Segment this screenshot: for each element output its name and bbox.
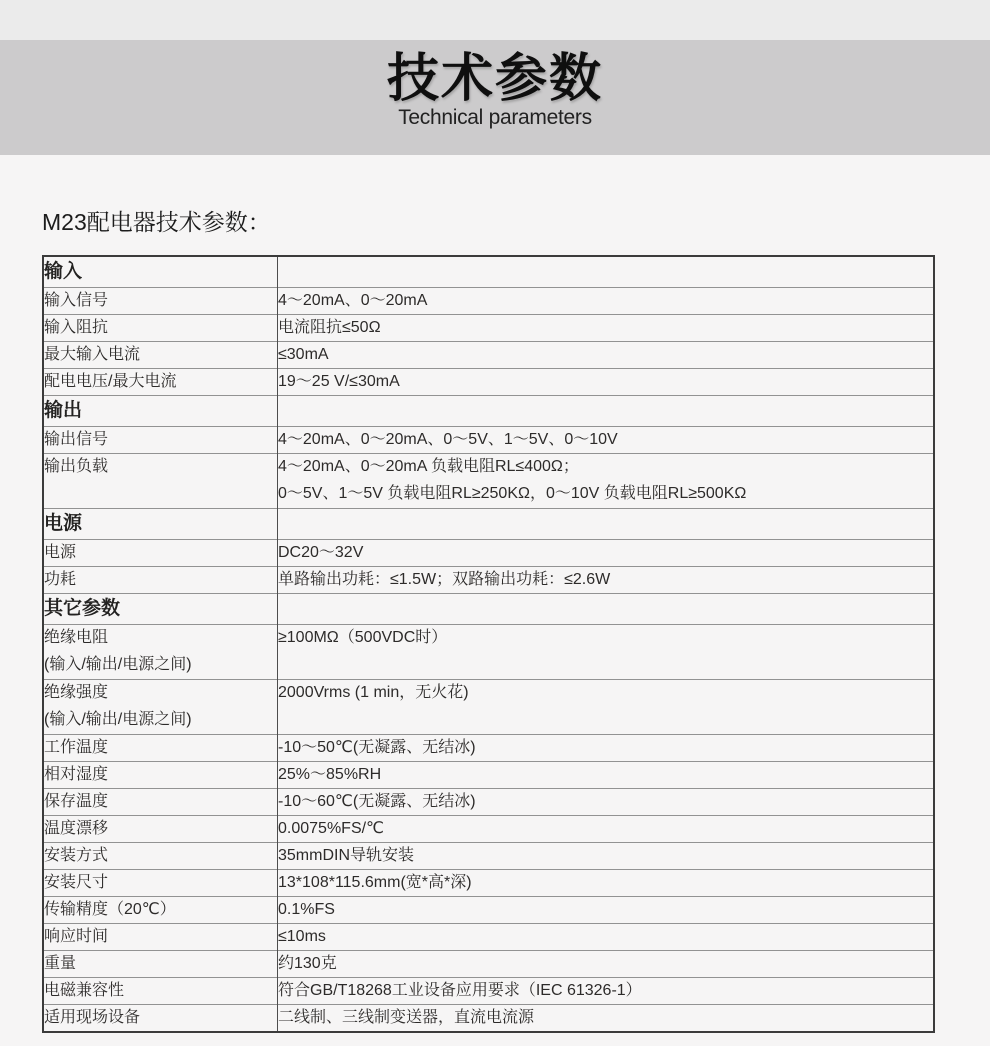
table-row bbox=[43, 924, 934, 951]
section-label: 电源 bbox=[43, 509, 278, 540]
spec-label-line-2: (输入/输出/电源之间) bbox=[44, 711, 192, 729]
page-title: 技术参数 bbox=[386, 50, 603, 108]
section-row-power bbox=[43, 509, 934, 540]
spec-value: ≤30mA bbox=[278, 342, 935, 369]
spec-value: 25%～85%RH bbox=[278, 762, 935, 789]
table-row bbox=[43, 454, 934, 509]
spec-label: 温度漂移 bbox=[43, 816, 278, 843]
spec-label-line-1: 绝缘强度 bbox=[44, 684, 109, 702]
table-row bbox=[43, 762, 934, 789]
spec-value: 19～25 V/≤30mA bbox=[278, 369, 935, 396]
spec-label-line-2: (输入/输出/电源之间) bbox=[44, 656, 192, 674]
spec-value: 约130克 bbox=[278, 951, 935, 978]
spec-value-line: ≥100MΩ（500VDC时） bbox=[278, 629, 448, 647]
table-row bbox=[43, 625, 934, 680]
spec-value bbox=[278, 625, 935, 680]
section-row-input bbox=[43, 256, 934, 288]
spec-label: 电源 bbox=[43, 540, 278, 567]
spec-label: 安装方式 bbox=[43, 843, 278, 870]
table-heading: M23配电器技术参数： bbox=[42, 209, 271, 235]
spec-value: 35mmDIN导轨安装 bbox=[278, 843, 935, 870]
spec-label: 功耗 bbox=[43, 567, 278, 594]
spec-label: 配电电压/最大电流 bbox=[43, 369, 278, 396]
table-row bbox=[43, 369, 934, 396]
spec-value: 符合GB/T18268工业设备应用要求（IEC 61326-1） bbox=[278, 978, 935, 1005]
spec-label: 电磁兼容性 bbox=[43, 978, 278, 1005]
spec-label: 安装尺寸 bbox=[43, 870, 278, 897]
spec-label bbox=[43, 454, 278, 509]
content-area bbox=[0, 155, 990, 1033]
spec-value: 13*108*115.6mm(宽*高*深) bbox=[278, 870, 935, 897]
table-row bbox=[43, 789, 934, 816]
spec-label: 输入信号 bbox=[43, 288, 278, 315]
spec-label: 保存温度 bbox=[43, 789, 278, 816]
spec-label: 输出信号 bbox=[43, 427, 278, 454]
spec-label: 响应时间 bbox=[43, 924, 278, 951]
spec-label: 重量 bbox=[43, 951, 278, 978]
spec-label: 最大输入电流 bbox=[43, 342, 278, 369]
spec-label bbox=[43, 625, 278, 680]
spec-value bbox=[278, 680, 935, 735]
spec-value: DC20～32V bbox=[278, 540, 935, 567]
section-label: 输出 bbox=[43, 396, 278, 427]
spec-label-line-1: 绝缘电阻 bbox=[44, 629, 109, 647]
spec-value: ≤10ms bbox=[278, 924, 935, 951]
spec-value bbox=[278, 454, 935, 509]
spec-label: 工作温度 bbox=[43, 735, 278, 762]
spec-value-line-1: 4～20mA、0～20mA 负载电阻RL≤400Ω； bbox=[278, 458, 579, 476]
spec-value: 0.0075%FS/℃ bbox=[278, 816, 935, 843]
spec-value-line: 2000Vrms (1 min，无火花) bbox=[278, 684, 469, 702]
table-row bbox=[43, 540, 934, 567]
table-row bbox=[43, 1005, 934, 1033]
spec-label: 相对湿度 bbox=[43, 762, 278, 789]
spec-value: 4～20mA、0～20mA bbox=[278, 288, 935, 315]
header-band bbox=[0, 40, 990, 155]
spec-label: 输入阻抗 bbox=[43, 315, 278, 342]
spec-value: -10～50℃(无凝露、无结冰) bbox=[278, 735, 935, 762]
section-label: 输入 bbox=[43, 256, 278, 288]
table-row bbox=[43, 843, 934, 870]
section-value bbox=[278, 396, 935, 427]
spec-value: 4～20mA、0～20mA、0～5V、1～5V、0～10V bbox=[278, 427, 935, 454]
spec-value: 单路输出功耗：≤1.5W；双路输出功耗：≤2.6W bbox=[278, 567, 935, 594]
spec-value: 电流阻抗≤50Ω bbox=[278, 315, 935, 342]
table-row bbox=[43, 951, 934, 978]
section-value bbox=[278, 509, 935, 540]
top-strip bbox=[0, 0, 990, 40]
section-row-other bbox=[43, 594, 934, 625]
spec-label: 传输精度（20℃） bbox=[43, 897, 278, 924]
table-row bbox=[43, 315, 934, 342]
spec-table bbox=[42, 255, 935, 1033]
table-row bbox=[43, 897, 934, 924]
table-row bbox=[43, 978, 934, 1005]
table-row bbox=[43, 567, 934, 594]
table-row bbox=[43, 735, 934, 762]
page-subtitle: Technical parameters bbox=[398, 106, 592, 129]
section-label: 其它参数 bbox=[43, 594, 278, 625]
section-value bbox=[278, 256, 935, 288]
spec-value-line-2: 0～5V、1～5V 负载电阻RL≥250KΩ，0～10V 负载电阻RL≥500KΩ bbox=[278, 485, 747, 503]
table-row bbox=[43, 680, 934, 735]
spec-value: 0.1%FS bbox=[278, 897, 935, 924]
spec-label-line: 输出负载 bbox=[44, 458, 109, 476]
spec-label: 适用现场设备 bbox=[43, 1005, 278, 1033]
spec-value: -10～60℃(无凝露、无结冰) bbox=[278, 789, 935, 816]
table-row bbox=[43, 288, 934, 315]
table-row bbox=[43, 427, 934, 454]
section-value bbox=[278, 594, 935, 625]
spec-label bbox=[43, 680, 278, 735]
spec-value: 二线制、三线制变送器，直流电流源 bbox=[278, 1005, 935, 1033]
table-row bbox=[43, 342, 934, 369]
section-row-output bbox=[43, 396, 934, 427]
table-row bbox=[43, 870, 934, 897]
table-row bbox=[43, 816, 934, 843]
